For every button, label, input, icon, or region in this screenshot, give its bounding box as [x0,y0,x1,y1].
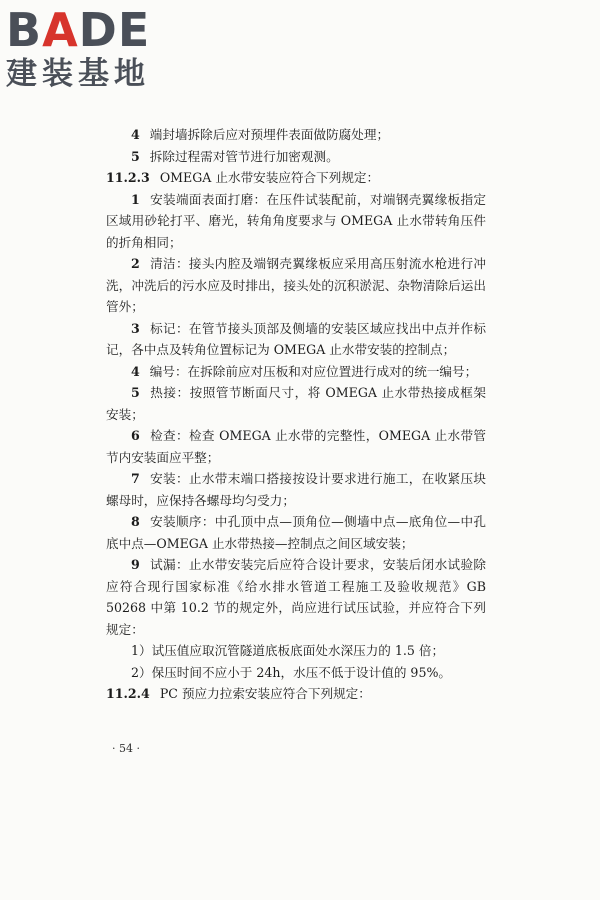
clause-item [106,361,486,383]
clause-number: 1 [131,191,140,207]
clause-number: 3 [131,320,140,336]
section-number: 11.2.4 [106,686,150,701]
clause-item [106,189,486,254]
clause-item [106,511,486,554]
clause-text: 安装：止水带末端口搭接按设计要求进行施工，在收紧压块螺母时，应保持各螺母均匀受力； [106,471,486,508]
logo-subtitle: 建装基地 [6,56,150,92]
section-heading [106,167,486,189]
clause-item [106,425,486,468]
clause-text: 标记：在管节接头顶部及侧墙的安装区域应找出中点并作标记，各中点及转角位置标记为 OMEGA 止水带安装的控制点； [106,320,486,357]
clause-text: 热接：按照管节断面尺寸，将 OMEGA 止水带热接成框架安装； [106,385,486,422]
clause-number: 9 [131,557,140,572]
sub-clause: 2）保压时间不应小于 24h，水压不低于设计值的 95%。 [131,664,452,680]
clause-text: 清洁：接头内腔及端钢壳翼缘板应采用高压射流水枪进行冲洗，冲洗后的污水应及时排出，接头处的沉积淤泥、杂物清除后运出管外； [106,256,486,314]
page-number: · 54 · [112,742,140,755]
clause-item [106,382,486,425]
clause-number: 4 [131,127,140,142]
clause-item [106,318,486,361]
section-text: OMEGA 止水带安装应符合下列规定： [159,170,380,185]
section-text: PC 预应力拉索安装应符合下列规定： [159,686,371,701]
clause-text: 拆除过程需对管节进行加密观测。 [149,148,339,164]
clause-text: 试漏：止水带安装完后应符合设计要求，安装后闭水试验除应符合现行国家标准《给水排水管道工程施工及验收规范》GB 50268 中第 10.2 节的规定外，尚应进行试压试验，并应符合下列规定： [106,557,486,637]
clause-number: 2 [131,256,140,271]
clause-text: 安装顺序：中孔顶中点—顶角位—侧墙中点—底角位—中孔底中点—OMEGA 止水带热接—控制点之间区域安装； [106,514,486,551]
clause-text: 安装端面表面打磨：在压件试装配前，对端钢壳翼缘板指定区域用砂轮打平、磨光，转角角度要求与 OMEGA 止水带转角压件的折角相同； [106,191,486,250]
sub-clause: 1）试压值应取沉管隧道底板底面处水深压力的 1.5 倍； [131,643,445,658]
clause-item [106,554,486,640]
clause-text: 检查：检查 OMEGA 止水带的完整性，OMEGA 止水带管节内安装面应平整； [106,428,486,465]
clause-number: 8 [131,514,140,529]
document-body [106,124,486,705]
clause-number: 5 [131,148,140,164]
clause-number: 4 [131,363,140,379]
clause-number: 7 [131,471,140,486]
logo-wordmark: BADE [6,3,151,57]
clause-number: 6 [131,428,140,443]
clause-item [106,253,486,318]
clause-number: 5 [131,385,140,400]
bade-logo [6,4,176,96]
section-number: 11.2.3 [106,170,150,185]
clause-item [106,146,486,168]
clause-item [106,468,486,511]
clause-text: 端封墙拆除后应对预埋件表面做防腐处理； [149,127,390,142]
clause-text: 编号：在拆除前应对压板和对应位置进行成对的统一编号； [149,363,478,379]
section-heading [106,683,486,705]
clause-item [106,124,486,146]
